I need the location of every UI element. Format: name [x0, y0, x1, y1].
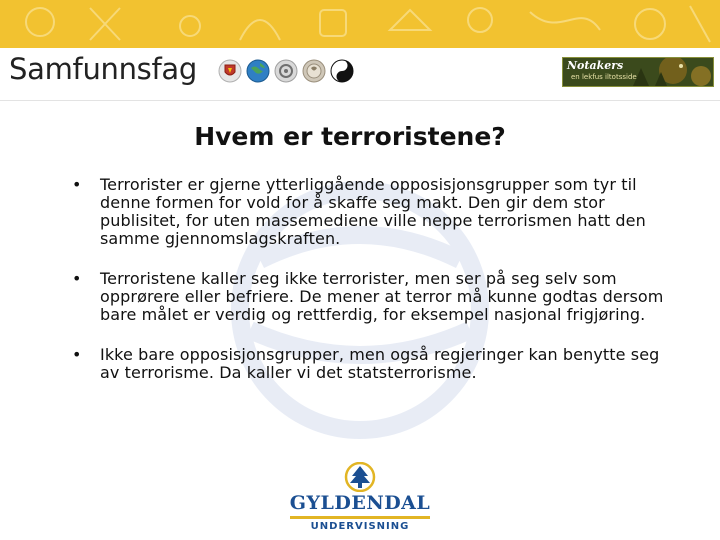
- bullet-text: Ikke bare opposisjonsgrupper, men også regjeringer kan benytte seg av terrorisme. Da kaller vi det statsterrorisme.: [100, 345, 660, 382]
- brand-title: Samfunnsfag: [9, 52, 197, 86]
- bullet-item: [72, 346, 682, 382]
- bullet-text: Terrorister er gjerne ytterliggående opposisjonsgrupper som tyr til denne formen for vold for å skaffe seg makt. Den gir dem stor publisitet, for uten massemediene ville neppe terrorismen hatt den samme gjennomslagskraften.: [100, 175, 646, 248]
- bullet-list: [72, 176, 682, 404]
- bullet-item: [72, 270, 682, 324]
- publisher-subtitle: UNDERVISNING: [310, 521, 410, 532]
- partner-tagline: en lekfus iltotsside: [571, 73, 637, 81]
- bullet-marker: •: [72, 175, 82, 194]
- doodle-pattern: [0, 0, 720, 48]
- top-banner: [0, 0, 720, 48]
- partner-name: Notakers: [567, 59, 624, 72]
- publisher-name: GYLDENDAL: [289, 492, 431, 514]
- yin-yang-icon[interactable]: [330, 59, 354, 83]
- tree-icon: [286, 462, 434, 492]
- gear-icon[interactable]: [274, 59, 298, 83]
- bullet-marker: •: [72, 345, 82, 364]
- slide-title: Hvem er terroristene?: [194, 122, 506, 151]
- bullet-item: [72, 176, 682, 248]
- emblem-icon[interactable]: [218, 59, 242, 83]
- publisher-rule: [290, 516, 430, 519]
- bullet-text: Terroristene kaller seg ikke terrorister, men ser på seg selv som opprørere eller befriere. De mener at terror må kunne godtas dersom bare målet er verdig og rettferdig, for eksempel nasjonal frigjøring.: [100, 269, 664, 324]
- publisher-logo: [286, 462, 434, 534]
- coin-icon[interactable]: [302, 59, 326, 83]
- globe-icon[interactable]: [246, 59, 270, 83]
- partner-banner[interactable]: [562, 57, 714, 87]
- subject-icons: [218, 59, 354, 83]
- bullet-marker: •: [72, 269, 82, 288]
